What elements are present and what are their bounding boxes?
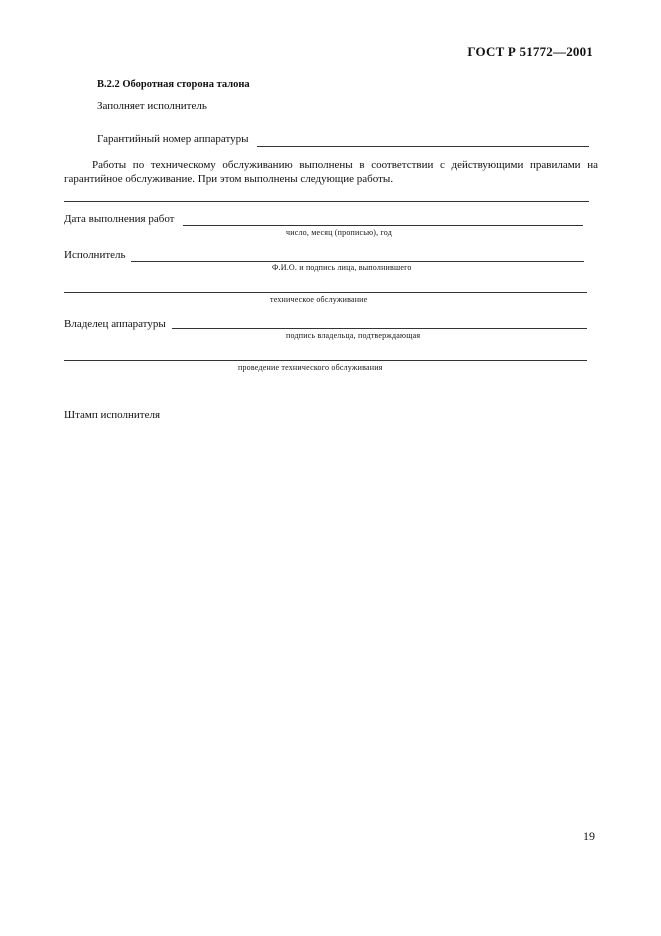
works-paragraph: Работы по техническому обслуживанию выполнены в соответствии с действующими правилами на гарантийное обслуживание. При этом выполнены следующие работы. xyxy=(64,159,598,185)
executor-hint: Ф.И.О. и подпись лица, выполнившего xyxy=(272,263,412,272)
owner-label: Владелец аппаратуры xyxy=(64,318,166,330)
executor-hint-continued: техническое обслуживание xyxy=(270,295,368,304)
filled-by-text: Заполняет исполнитель xyxy=(97,100,207,112)
stamp-label: Штамп исполнителя xyxy=(64,409,161,421)
executor-label: Исполнитель xyxy=(64,249,126,261)
date-hint: число, месяц (прописью), год xyxy=(286,228,393,237)
owner-field xyxy=(172,328,587,329)
executor-field xyxy=(131,261,584,262)
standard-header: ГОСТ Р 51772—2001 xyxy=(467,44,593,59)
warranty-number-label: Гарантийный номер аппаратуры xyxy=(97,133,249,145)
page-number: 19 xyxy=(583,829,595,843)
date-field xyxy=(183,225,583,226)
owner-field-continued xyxy=(64,360,587,361)
works-list-line xyxy=(64,201,589,202)
executor-field-continued xyxy=(64,292,587,293)
section-title: В.2.2 Оборотная сторона талона xyxy=(97,79,250,90)
date-label: Дата выполнения работ xyxy=(64,213,175,225)
owner-hint: подпись владельца, подтверждающая xyxy=(286,331,421,340)
warranty-number-field xyxy=(257,146,589,147)
owner-hint-continued: проведение технического обслуживания xyxy=(238,363,383,372)
